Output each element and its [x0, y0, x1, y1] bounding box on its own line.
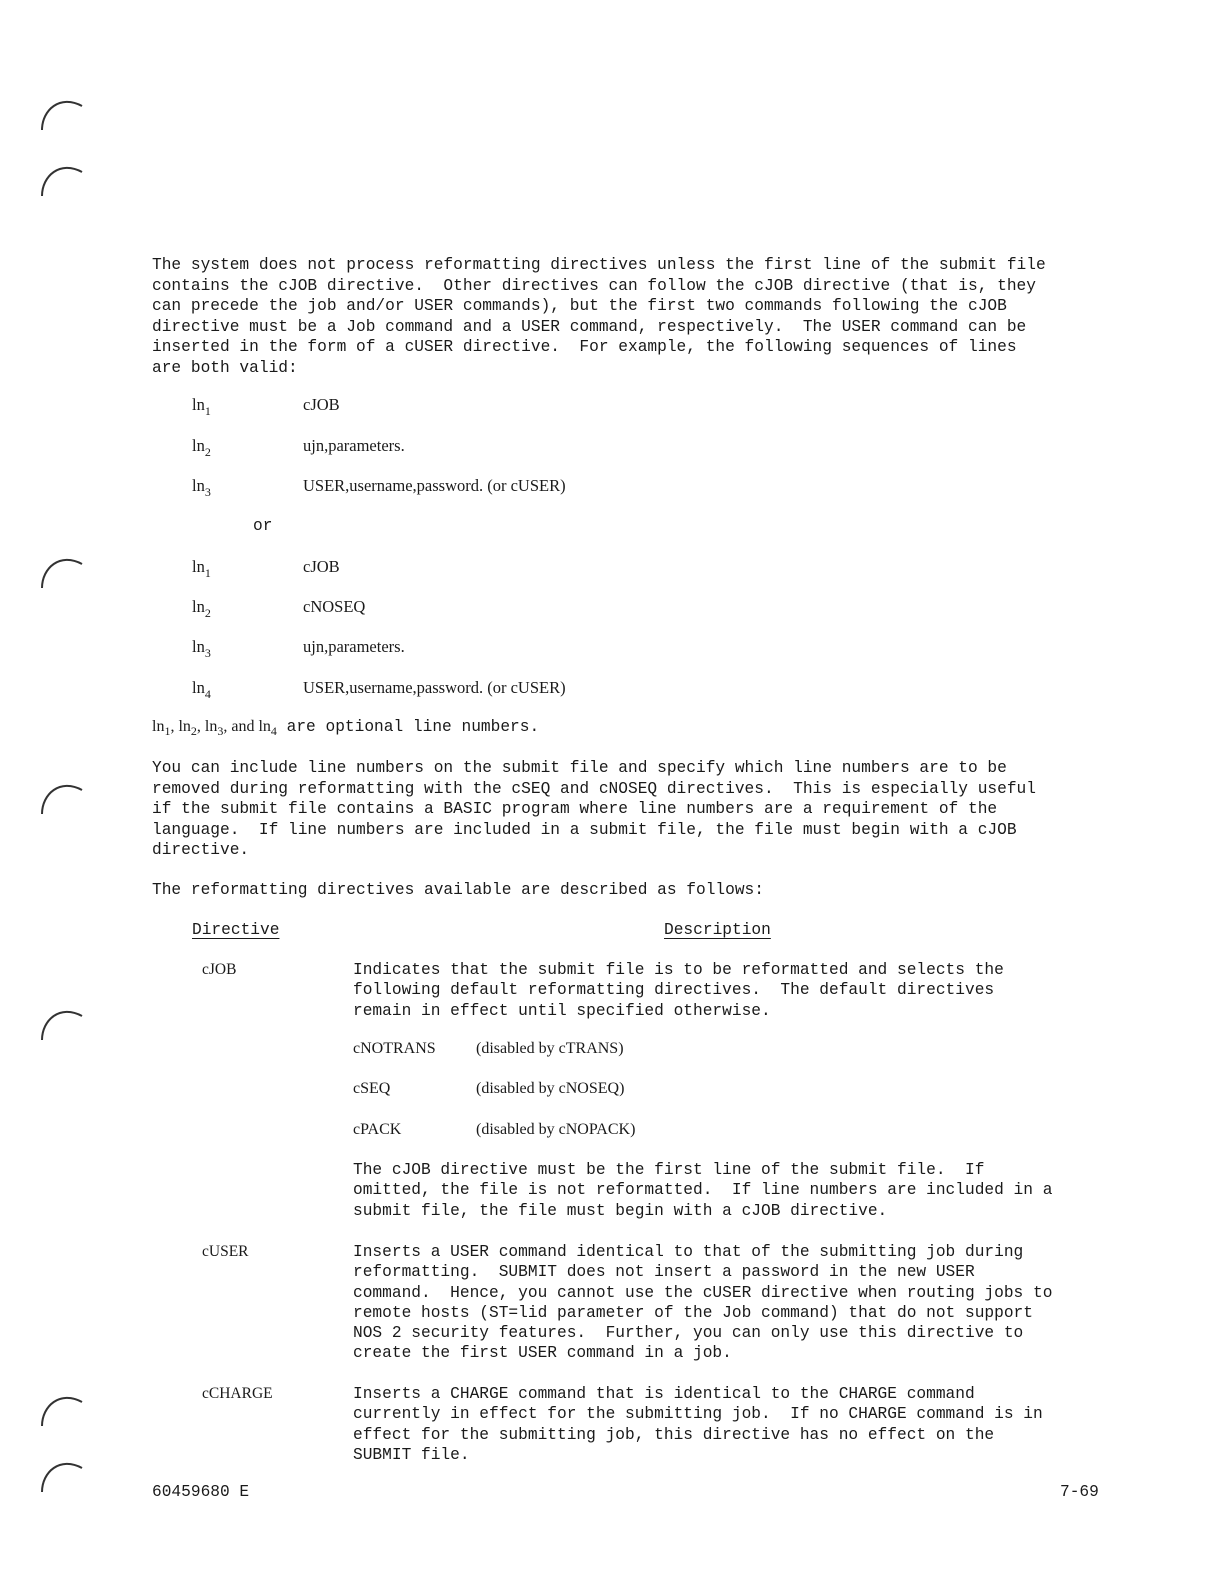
default-directive: cSEQ: [353, 1080, 391, 1097]
line-text: cJOB: [303, 557, 340, 576]
optional-line-numbers-note: $\ln_1$, $\ln_2$, $\ln_3$, and $\ln_4$ are optional line numbers.: [152, 718, 540, 739]
line-numbers-paragraph: You can include line numbers on the submit file and specify which line numbers are to be removed during reformatting with the cSEQ and cNOSEQ directives. This is especially useful if the submit file contains a BASIC program where line numbers are a requirement of the language. If line numbers are included in a submit file, the file must begin with a cJOB directive.: [152, 759, 1036, 859]
directive-name: cCHARGE: [202, 1385, 273, 1402]
line-number-label: $\ln_3$: [192, 637, 211, 660]
binder-hole-mark: [40, 156, 84, 200]
or-separator: or: [253, 517, 273, 535]
line-text: ujn,parameters.: [303, 436, 405, 455]
document-number: 60459680 E: [152, 1483, 250, 1501]
line-text: ujn,parameters.: [303, 637, 405, 656]
directive-description: Inserts a USER command identical to that of the submitting job during reformatting. SUBMIT does not insert a password in the new USER command. Hence, you cannot use the cUSER directive when routing jobs to remote hosts (ST=lid parameter of the Job command) that do not support NOS 2 security features. Further, you can only use this directive to create the first USER command in a job.: [353, 1243, 1053, 1363]
line-number-label: $\ln_2$: [192, 436, 211, 459]
page-number: 7-69: [1060, 1483, 1099, 1501]
default-directive-note: (disabled by cNOSEQ): [476, 1080, 625, 1097]
line-number-label: $\ln_3$: [192, 476, 211, 499]
line-text: cNOSEQ: [303, 597, 366, 616]
directive-name: cJOB: [202, 961, 237, 978]
line-text: cJOB: [303, 395, 340, 414]
column-header-description: Description: [664, 921, 771, 939]
binder-hole-mark: [40, 548, 84, 592]
line-text: USER,username,password. (or cUSER): [303, 476, 566, 495]
binder-hole-mark: [40, 90, 84, 134]
binder-hole-mark: [40, 1000, 84, 1044]
default-directive: cNOTRANS: [353, 1040, 436, 1057]
line-text: USER,username,password. (or cUSER): [303, 678, 566, 697]
binder-hole-mark: [40, 774, 84, 818]
directives-intro: The reformatting directives available are described as follows:: [152, 881, 764, 899]
line-number-label: $\ln_4$: [192, 678, 211, 701]
line-number-label: $\ln_1$: [192, 395, 211, 418]
directive-description: Indicates that the submit file is to be reformatted and selects the following default reformatting directives. The default directives remain in effect until specified otherwise.: [353, 961, 1004, 1020]
default-directive-note: (disabled by cNOPACK): [476, 1121, 636, 1138]
directive-description-continued: The cJOB directive must be the first line of the submit file. If omitted, the file is not reformatted. If line numbers are included in a submit file, the file must begin with a cJOB directive.: [353, 1161, 1053, 1220]
intro-paragraph: The system does not process reformatting directives unless the first line of the submit file contains the cJOB directive. Other directives can follow the cJOB directive (that is, they can precede the job and/or USER commands), but the first two commands following the cJOB directive must be a Job command and a USER command, respectively. The USER command can be inserted in the form of a cUSER directive. For example, the following sequences of lines are both valid:: [152, 256, 1046, 377]
binder-hole-mark: [40, 1386, 84, 1430]
directive-description: Inserts a CHARGE command that is identical to the CHARGE command currently in effect for the submitting job. If no CHARGE command is in effect for the submitting job, this directive has no effect on the SUBMIT file.: [353, 1385, 1043, 1464]
line-number-label: $\ln_1$: [192, 557, 211, 580]
binder-hole-mark: [40, 1452, 84, 1496]
directive-name: cUSER: [202, 1243, 249, 1260]
default-directive-note: (disabled by cTRANS): [476, 1040, 624, 1057]
column-header-directive: Directive: [192, 921, 280, 939]
default-directive: cPACK: [353, 1121, 402, 1138]
line-number-label: $\ln_2$: [192, 597, 211, 620]
